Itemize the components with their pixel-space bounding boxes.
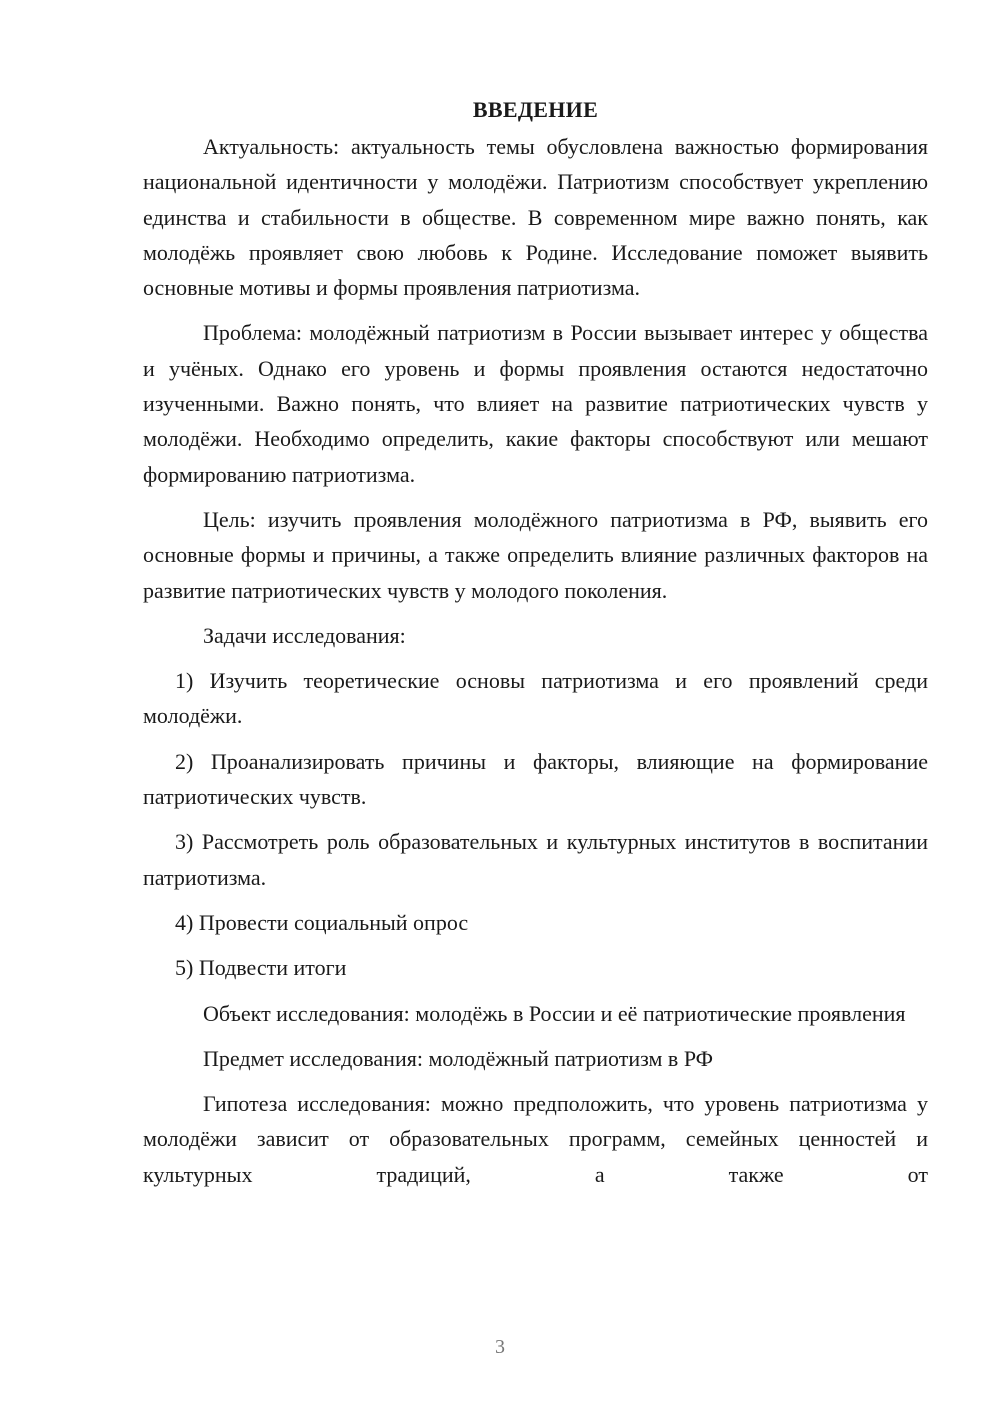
task-item-2: 2) Проанализировать причины и факторы, влияющие на формирование патриотических чувств.: [143, 748, 928, 810]
section-title: ВВЕДЕНИЕ: [472, 97, 599, 122]
document-page: [143, 92, 928, 1202]
page-number: 3: [495, 1336, 505, 1358]
task-item-4: 4) Провести социальный опрос: [175, 909, 469, 935]
task-item-5: 5) Подвести итоги: [175, 955, 347, 981]
paragraph-subject: Предмет исследования: молодёжный патриотизм в РФ: [203, 1045, 714, 1071]
task-item-3: 3) Рассмотреть роль образовательных и культурных институтов в воспитании патриотизма.: [143, 829, 928, 890]
paragraph-relevance: Актуальность: актуальность темы обусловлена важностью формирования национальной идентичности у молодёжи. Патриотизм способствует укреплению единства и стабильности в обществе. В современном мире важно понять, как молодёжь проявляет свою любовь к Родине. Исследование поможет выявить основные мотивы и формы проявления патриотизма.: [143, 134, 928, 301]
paragraph-tasks-heading: Задачи исследования:: [203, 622, 406, 648]
paragraph-problem: Проблема: молодёжный патриотизм в России вызывает интерес у общества и учёных. Однако его уровень и формы проявления остаются недостаточно изученными. Важно понять, что влияет на развитие патриотических чувств у молодёжи. Необходимо определить, какие факторы способствуют или мешают формированию патриотизма.: [143, 320, 928, 487]
paragraph-hypothesis: Гипотеза исследования: можно предположить, что уровень патриотизма у молодёжи зависит от образовательных программ, семейных ценностей и культурных традиций, а также от: [143, 1091, 928, 1187]
paragraph-object: Объект исследования: молодёжь в России и её патриотические проявления: [203, 1000, 906, 1026]
task-item-1: 1) Изучить теоретические основы патриотизма и его проявлений среди молодёжи.: [143, 668, 928, 729]
paragraph-goal: Цель: изучить проявления молодёжного патриотизма в РФ, выявить его основные формы и причины, а также определить влияние различных факторов на развитие патриотических чувств у молодого поколения.: [143, 506, 928, 603]
